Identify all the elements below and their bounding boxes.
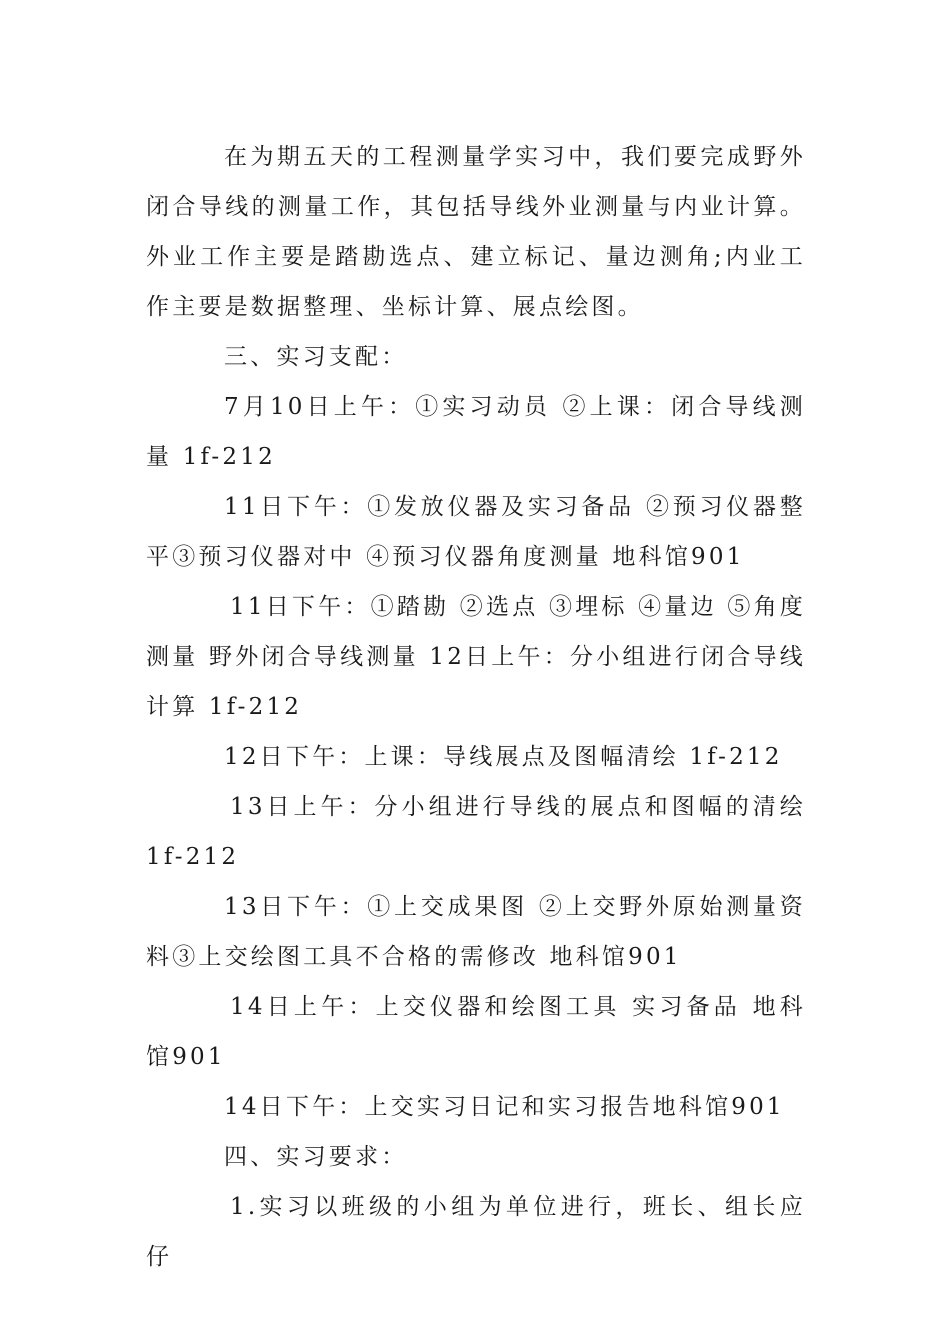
- document-body: [146, 132, 806, 1282]
- schedule-item: 7月10日上午：①实习动员 ②上课：闭合导线测量 1f-212: [146, 394, 806, 470]
- schedule-item: 13日下午：①上交成果图 ②上交野外原始测量资料③上交绘图工具不合格的需修改 地科馆901: [146, 894, 806, 970]
- schedule-item: 14日上午：上交仪器和绘图工具 实习备品 地科馆901: [146, 994, 806, 1070]
- section-heading-requirements: 四、实习要求：: [224, 1144, 408, 1170]
- schedule-item: 13日上午：分小组进行导线的展点和图幅的清绘1f-212: [146, 794, 806, 870]
- intro-paragraph: 在为期五天的工程测量学实习中，我们要完成野外闭合导线的测量工作，其包括导线外业测量与内业计算。外业工作主要是踏勘选点、建立标记、量边测角;内业工作主要是数据整理、坐标计算、展点绘图。: [146, 144, 806, 320]
- requirement-item: 1.实习以班级的小组为单位进行，班长、组长应仔: [146, 1194, 806, 1270]
- schedule-item: 11日下午：①发放仪器及实习备品 ②预习仪器整平③预习仪器对中 ④预习仪器角度测量 地科馆901: [146, 494, 806, 570]
- schedule-item: 14日下午：上交实习日记和实习报告地科馆901: [224, 1094, 785, 1120]
- section-heading-schedule: 三、实习支配：: [224, 344, 408, 370]
- schedule-item: 12日下午：上课：导线展点及图幅清绘 1f-212: [224, 744, 783, 770]
- schedule-item: 11日下午：①踏勘 ②选点 ③埋标 ④量边 ⑤角度测量 野外闭合导线测量 12日上午：分小组进行闭合导线计算 1f-212: [146, 594, 806, 720]
